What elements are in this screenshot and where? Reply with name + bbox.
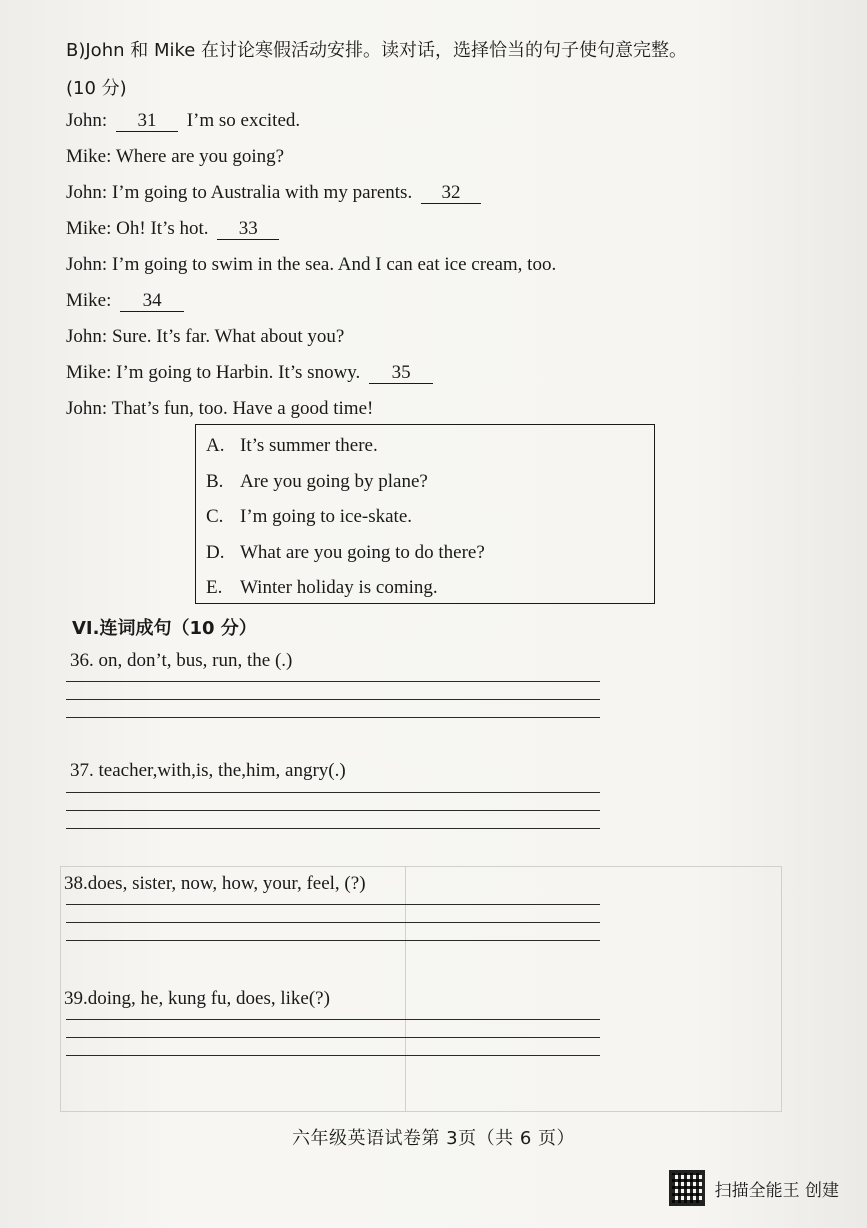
answer-blank-33: 33 <box>217 219 279 240</box>
option-d <box>206 538 654 574</box>
section-b-score: (10 分) <box>66 78 127 99</box>
dialogue-text: I’m going to Australia with my parents. <box>111 182 413 203</box>
option-a <box>206 431 654 467</box>
option-letter: D. <box>206 541 225 563</box>
speaker: Mike: <box>66 362 112 383</box>
option-b <box>206 467 654 503</box>
option-text: It’s summer there. <box>240 435 378 456</box>
question-39: 39.doing, he, kung fu, does, like(?) <box>64 988 330 1009</box>
speaker: John: <box>66 182 108 203</box>
dialogue-text: Oh! It’s hot. <box>116 218 209 239</box>
section-b-instruction: B)John 和 Mike 在讨论寒假活动安排。读对话，选择恰当的句子使句意完整。 <box>66 40 688 61</box>
option-letter: B. <box>206 470 224 492</box>
speaker: Mike: <box>66 146 112 167</box>
dialogue-text: Sure. It’s far. What about you? <box>111 326 345 347</box>
question-36: 36. on, don’t, bus, run, the (.) <box>70 650 293 671</box>
answer-lines-38 <box>66 904 600 958</box>
question-37: 37. teacher,with,is, the,him, angry(.) <box>70 760 346 781</box>
section-vi-heading: VI.连词成句（10 分） <box>72 618 257 639</box>
dialogue-line-3 <box>66 182 485 204</box>
answer-lines-36 <box>66 681 600 735</box>
question-38: 38.does, sister, now, how, your, feel, (?) <box>64 873 366 894</box>
dialogue-line-7 <box>66 326 344 348</box>
speaker: John: <box>66 398 108 419</box>
dialogue-line-4 <box>66 218 283 240</box>
speaker: John: <box>66 326 108 347</box>
option-text: What are you going to do there? <box>240 541 485 563</box>
option-text: I’m going to ice-skate. <box>240 506 413 527</box>
speaker: Mike: <box>66 218 112 239</box>
answer-blank-31: 31 <box>116 111 178 132</box>
dialogue-text: I’m so excited. <box>186 110 301 131</box>
option-e <box>206 573 654 609</box>
dialogue-text: I’m going to swim in the sea. And I can eat ice cream, too. <box>111 254 557 275</box>
answer-blank-32: 32 <box>421 183 481 204</box>
scanner-watermark <box>669 1170 839 1206</box>
option-letter: A. <box>206 435 225 456</box>
option-text: Are you going by plane? <box>240 470 428 492</box>
page-footer: 六年级英语试卷第 3页（共 6 页） <box>291 1128 576 1149</box>
answer-lines-37 <box>66 792 600 846</box>
answer-blank-34: 34 <box>120 291 184 312</box>
dialogue-line-1 <box>66 110 300 132</box>
dialogue-text: Where are you going? <box>115 146 285 167</box>
speaker: Mike: <box>66 290 112 311</box>
answer-blank-35: 35 <box>369 363 433 384</box>
answer-options-box <box>195 424 655 604</box>
dialogue-line-9 <box>66 398 373 420</box>
dialogue-line-8 <box>66 362 437 384</box>
option-text: Winter holiday is coming. <box>240 577 438 598</box>
dialogue-text: I’m going to Harbin. It’s snowy. <box>116 362 361 383</box>
dialogue-line-6 <box>66 290 188 312</box>
dialogue-line-5 <box>66 254 556 276</box>
bleed-through-box <box>405 866 782 1112</box>
qr-code-icon <box>669 1170 705 1206</box>
option-letter: C. <box>206 506 224 527</box>
speaker: John: <box>66 110 108 131</box>
dialogue-line-2 <box>66 146 284 168</box>
answer-lines-39 <box>66 1019 600 1073</box>
option-letter: E. <box>206 577 223 598</box>
dialogue-text: That’s fun, too. Have a good time! <box>111 398 374 419</box>
speaker: John: <box>66 254 108 275</box>
option-c <box>206 502 654 538</box>
scanner-label: 扫描全能王 创建 <box>714 1180 839 1201</box>
